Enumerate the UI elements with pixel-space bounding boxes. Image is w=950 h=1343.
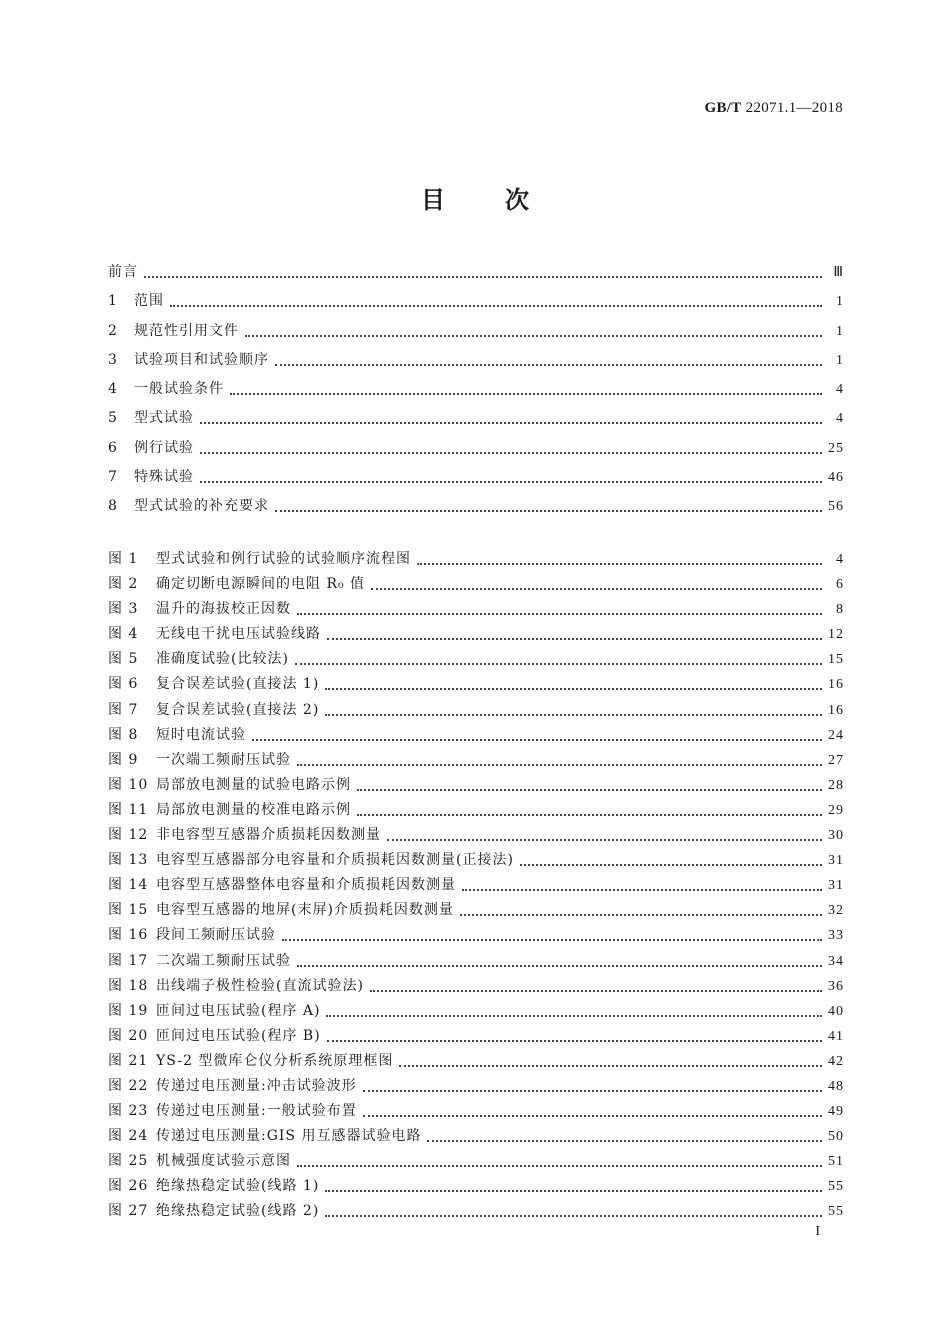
dot-leader [387, 823, 822, 841]
dot-leader [427, 1124, 822, 1142]
entry-page: 30 [828, 828, 844, 844]
entry-page: 50 [828, 1129, 844, 1145]
entry-number: 图 21 [108, 1052, 149, 1069]
entry-number: 图 16 [108, 927, 149, 944]
entry-title: 绝缘热稳定试验(线路 1) [156, 1178, 320, 1195]
entry-page: 4 [836, 411, 844, 427]
entry-page: 29 [828, 802, 844, 818]
entry-page: Ⅲ [833, 265, 844, 280]
entry-title: 复合误差试验(直接法 1) [156, 676, 320, 693]
entry-title: 一般试验条件 [134, 381, 224, 398]
entry-title: 电容型互感器的地屏(末屏)介质损耗因数测量 [156, 902, 454, 919]
entry-page: 6 [836, 577, 844, 593]
entry-number: 2 [108, 322, 118, 339]
entry-title: 范围 [134, 293, 164, 310]
dot-leader [371, 572, 822, 590]
entry-title: 机械强度试验示意图 [156, 1153, 291, 1170]
dot-leader [245, 319, 822, 337]
entry-page: 12 [828, 627, 844, 643]
title-char-2: 次 [505, 186, 529, 214]
toc-figure-entry[interactable] [108, 821, 844, 846]
dot-leader [363, 1099, 822, 1117]
entry-number: 图 17 [108, 952, 149, 969]
entry-page: 15 [828, 652, 844, 668]
toc-figure-entry[interactable] [108, 896, 844, 921]
entry-title: 传递过电压测量:一般试验布置 [156, 1103, 357, 1120]
toc-section-entry[interactable] [108, 258, 844, 287]
entry-title: 确定切断电源瞬间的电阻 R₀ 值 [156, 576, 366, 593]
entry-number: 7 [108, 469, 118, 486]
toc-section-entry[interactable] [108, 346, 844, 375]
entry-title: 规范性引用文件 [134, 322, 239, 339]
dot-leader [200, 436, 822, 454]
toc-figure-entry[interactable] [108, 721, 844, 746]
entry-page: 1 [836, 323, 844, 339]
dot-leader [297, 1149, 822, 1167]
entry-page: 41 [828, 1028, 844, 1044]
toc-figure-entry[interactable] [108, 1197, 844, 1222]
entry-title: YS-2 型微库仑仪分析系统原理框图 [156, 1052, 394, 1069]
entry-number: 图 19 [108, 1002, 149, 1019]
entry-title: 非电容型互感器介质损耗因数测量 [156, 827, 381, 844]
entry-number: 图 9 [108, 751, 139, 768]
dot-leader [399, 1049, 822, 1067]
toc-figure-entry[interactable] [108, 1172, 844, 1197]
dot-leader [370, 974, 822, 992]
toc-figure-entry[interactable] [108, 645, 844, 670]
toc-section-entry[interactable] [108, 434, 844, 463]
figure-list [108, 545, 844, 1223]
entry-number: 图 4 [108, 626, 139, 643]
toc-figure-entry[interactable] [108, 620, 844, 645]
entry-page: 31 [828, 853, 844, 869]
entry-number: 图 7 [108, 701, 139, 718]
entry-page: 4 [836, 382, 844, 398]
dot-leader [295, 647, 822, 665]
entry-number: 图 26 [108, 1178, 149, 1195]
entry-title: 电容型互感器整体电容量和介质损耗因数测量 [156, 877, 456, 894]
entry-page: 4 [836, 552, 844, 567]
toc-figure-entry[interactable] [108, 595, 844, 620]
entry-number: 6 [108, 439, 118, 456]
entry-number: 图 1 [108, 551, 139, 567]
entry-number: 图 13 [108, 852, 149, 869]
entry-page: 46 [828, 470, 844, 486]
entry-page: 27 [828, 752, 844, 768]
entry-title: 局部放电测量的校准电路示例 [156, 801, 351, 818]
entry-number: 图 14 [108, 877, 149, 894]
entry-number: 图 10 [108, 776, 149, 793]
entry-page: 24 [828, 727, 844, 743]
toc-figure-entry[interactable] [108, 1122, 844, 1147]
entry-page: 34 [828, 953, 844, 969]
entry-number: 图 18 [108, 977, 149, 994]
entry-page: 36 [828, 978, 844, 994]
toc-figure-entry[interactable] [108, 1147, 844, 1172]
toc-figure-entry[interactable] [108, 846, 844, 871]
entry-number: 图 8 [108, 726, 139, 743]
entry-page: 16 [828, 702, 844, 718]
section-list [108, 258, 844, 522]
entry-page: 56 [828, 499, 844, 515]
entry-title: 型式试验的补充要求 [134, 498, 269, 515]
dot-leader [230, 377, 822, 395]
entry-number: 5 [108, 410, 118, 427]
entry-page: 1 [836, 294, 844, 310]
entry-page: 42 [828, 1053, 844, 1069]
entry-number: 图 20 [108, 1027, 149, 1044]
entry-number: 图 25 [108, 1153, 149, 1170]
dot-leader [325, 672, 822, 690]
entry-number: 图 2 [108, 576, 139, 593]
footer-page-number: I [815, 1224, 820, 1239]
entry-title: 传递过电压测量:冲击试验波形 [156, 1077, 357, 1094]
toc-figure-entry[interactable] [108, 670, 844, 695]
entry-title: 特殊试验 [134, 469, 194, 486]
toc-figure-entry[interactable] [108, 696, 844, 721]
standard-prefix: GB/T [704, 100, 742, 116]
entry-title: 试验项目和试验顺序 [134, 351, 269, 368]
entry-number: 图 11 [108, 801, 149, 818]
entry-number: 4 [108, 381, 118, 398]
dot-leader [325, 698, 822, 716]
page-title [0, 180, 950, 215]
entry-number: 图 23 [108, 1103, 149, 1120]
toc-figure-entry[interactable] [108, 1072, 844, 1097]
entry-title: 型式试验 [134, 410, 194, 427]
toc-section-entry[interactable] [108, 287, 844, 316]
entry-number: 图 15 [108, 902, 149, 919]
toc-figure-entry[interactable] [108, 871, 844, 896]
entry-page: 28 [828, 777, 844, 793]
entry-title: 温升的海拔校正因数 [156, 601, 291, 618]
entry-number: 3 [108, 351, 118, 368]
entry-title: 无线电干扰电压试验线路 [156, 626, 321, 643]
entry-page: 1 [836, 352, 844, 368]
toc-figure-entry[interactable] [108, 947, 844, 972]
entry-page: 48 [828, 1078, 844, 1094]
toc-figure-entry[interactable] [108, 570, 844, 595]
entry-title: 段间工频耐压试验 [156, 927, 276, 944]
dot-leader [200, 406, 822, 424]
dot-leader [327, 622, 822, 640]
toc-figure-entry[interactable] [108, 545, 844, 570]
standard-code: 22071.1—2018 [745, 100, 843, 116]
toc-section-entry[interactable] [108, 463, 844, 492]
toc-figure-entry[interactable] [108, 921, 844, 946]
toc-section-entry[interactable] [108, 404, 844, 433]
dot-leader [200, 465, 822, 483]
entry-title: 准确度试验(比较法) [156, 651, 289, 668]
dot-leader [252, 723, 822, 741]
entry-title: 绝缘热稳定试验(线路 2) [156, 1203, 320, 1220]
dot-leader [417, 547, 822, 565]
dot-leader [363, 1074, 822, 1092]
entry-page: 32 [828, 903, 844, 919]
entry-title: 复合误差试验(直接法 2) [156, 701, 320, 718]
entry-title: 二次端工频耐压试验 [156, 952, 291, 969]
toc-figure-entry[interactable] [108, 972, 844, 997]
toc-figure-entry[interactable] [108, 771, 844, 796]
dot-leader [325, 1199, 822, 1217]
toc-figure-entry[interactable] [108, 796, 844, 821]
entry-page: 49 [828, 1104, 844, 1120]
toc-section-entry[interactable] [108, 492, 844, 521]
dot-leader [357, 773, 822, 791]
entry-number: 图 24 [108, 1128, 149, 1145]
entry-title: 局部放电测量的试验电路示例 [156, 776, 351, 793]
entry-title: 匝间过电压试验(程序 B) [156, 1027, 321, 1044]
dot-leader [297, 949, 822, 967]
dot-leader [462, 873, 822, 891]
entry-number: 图 22 [108, 1077, 149, 1094]
dot-leader [326, 999, 822, 1017]
entry-number: 1 [108, 293, 118, 310]
toc-section-entry[interactable] [108, 317, 844, 346]
dot-leader [275, 348, 822, 366]
dot-leader [297, 748, 822, 766]
dot-leader [170, 289, 822, 307]
entry-title: 一次端工频耐压试验 [156, 751, 291, 768]
dot-leader [325, 1174, 822, 1192]
toc-figure-entry[interactable] [108, 1097, 844, 1122]
dot-leader [520, 848, 822, 866]
entry-number: 8 [108, 498, 118, 515]
toc-figure-entry[interactable] [108, 1047, 844, 1072]
entry-page: 16 [828, 677, 844, 693]
toc-figure-entry[interactable] [108, 1022, 844, 1047]
dot-leader [297, 597, 822, 615]
dot-leader [357, 798, 822, 816]
entry-page: 55 [828, 1204, 844, 1220]
entry-page: 55 [828, 1179, 844, 1195]
entry-title: 匝间过电压试验(程序 A) [156, 1002, 321, 1019]
entry-title: 出线端子极性检验(直流试验法) [156, 977, 364, 994]
entry-title: 例行试验 [134, 439, 194, 456]
entry-number: 图 3 [108, 601, 139, 618]
toc-figure-entry[interactable] [108, 746, 844, 771]
entry-page: 8 [836, 602, 844, 618]
entry-title: 电容型互感器部分电容量和介质损耗因数测量(正接法) [156, 852, 514, 869]
entry-number: 图 5 [108, 651, 139, 668]
entry-page: 40 [828, 1003, 844, 1019]
toc-figure-entry[interactable] [108, 997, 844, 1022]
entry-title: 短时电流试验 [156, 726, 246, 743]
entry-title: 传递过电压测量:GIS 用互感器试验电路 [156, 1128, 422, 1145]
entry-number: 图 12 [108, 827, 149, 844]
entry-title: 前言 [108, 264, 138, 280]
dot-leader [275, 494, 822, 512]
entry-page: 33 [828, 928, 844, 944]
entry-number: 图 27 [108, 1203, 149, 1220]
dot-leader [144, 260, 822, 278]
entry-page: 51 [828, 1154, 844, 1170]
entry-page: 25 [828, 440, 844, 456]
entry-page: 31 [828, 878, 844, 894]
toc-section-entry[interactable] [108, 375, 844, 404]
title-char-1: 目 [421, 186, 445, 214]
entry-title: 型式试验和例行试验的试验顺序流程图 [156, 551, 411, 567]
dot-leader [327, 1024, 822, 1042]
entry-number: 图 6 [108, 676, 139, 693]
dot-leader [460, 898, 822, 916]
dot-leader [282, 923, 822, 941]
standard-number [705, 100, 843, 117]
